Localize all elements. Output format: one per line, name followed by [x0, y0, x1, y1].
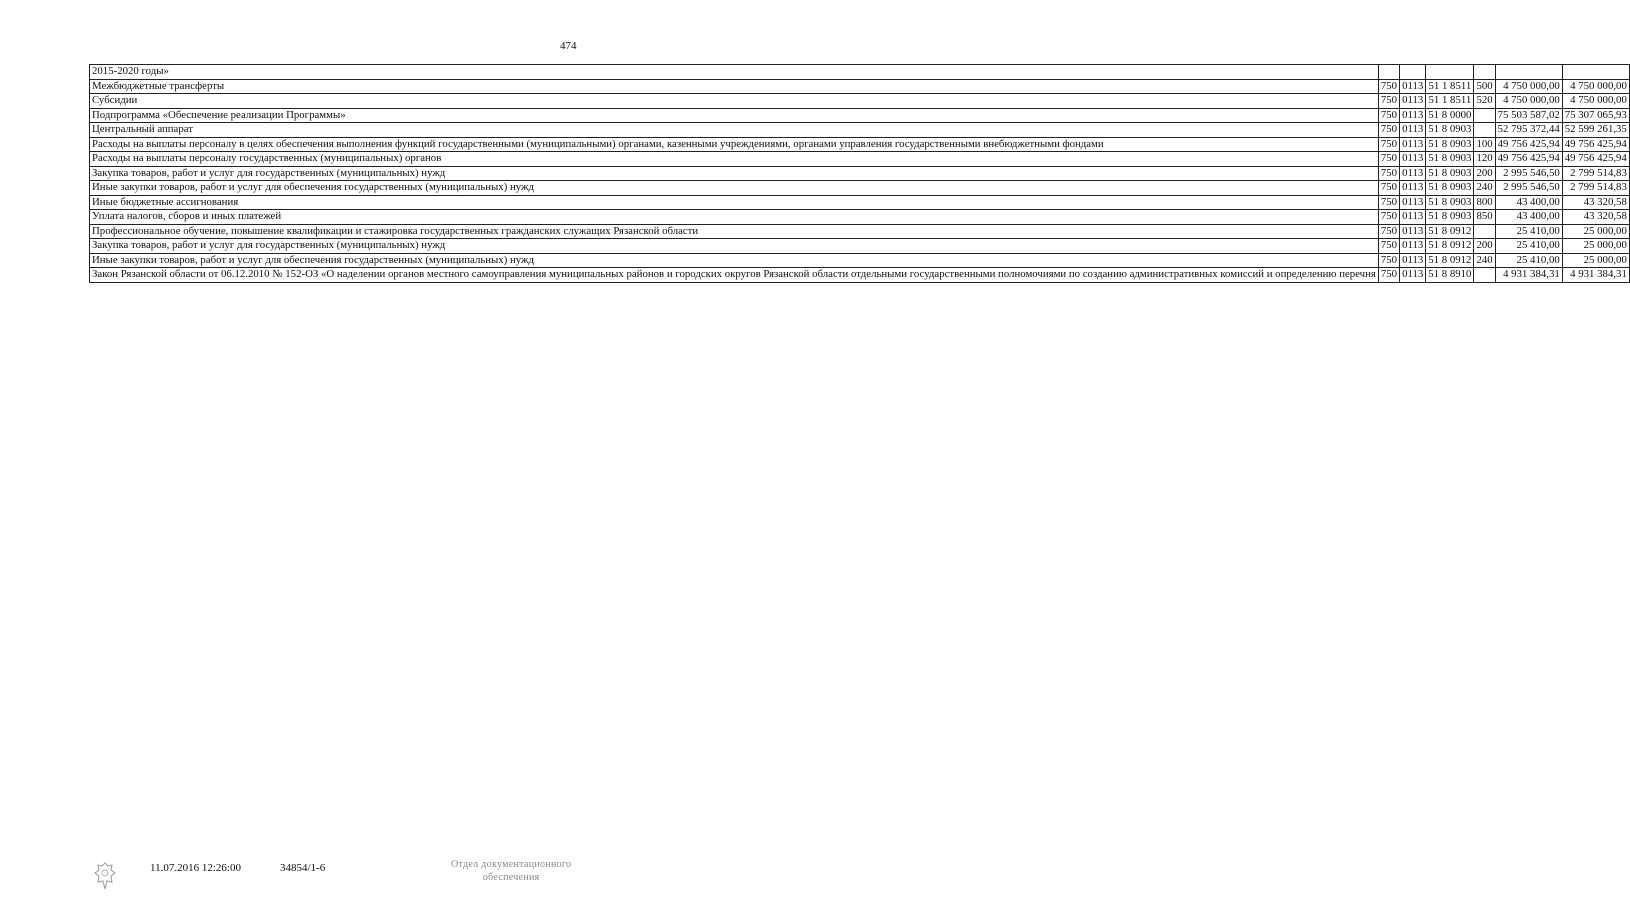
cell-gr: 750 — [1378, 94, 1399, 109]
cell-cs: 51 8 0903 — [1426, 152, 1474, 167]
cell-name: Субсидии — [90, 94, 1379, 109]
cell-vr — [1474, 65, 1495, 80]
cell-sec: 0113 — [1400, 152, 1426, 167]
cell-gr: 750 — [1378, 195, 1399, 210]
cell-name: Закупка товаров, работ и услуг для государственных (муниципальных) нужд — [90, 239, 1379, 254]
cell-cs: 51 8 0912 — [1426, 239, 1474, 254]
cell-cs: 51 8 8910 — [1426, 268, 1474, 283]
cell-name: 2015-2020 годы» — [90, 65, 1379, 80]
cell-cs: 51 8 0903 — [1426, 123, 1474, 138]
cell-v2: 25 000,00 — [1562, 239, 1629, 254]
cell-vr: 520 — [1474, 94, 1495, 109]
cell-sec: 0113 — [1400, 94, 1426, 109]
cell-sec: 0113 — [1400, 195, 1426, 210]
cell-cs: 51 8 0903 — [1426, 137, 1474, 152]
cell-gr: 750 — [1378, 79, 1399, 94]
cell-vr — [1474, 108, 1495, 123]
table-row — [90, 65, 1630, 80]
cell-name: Расходы на выплаты персоналу государственных (муниципальных) органов — [90, 152, 1379, 167]
table-row — [90, 166, 1630, 181]
cell-name: Межбюджетные трансферты — [90, 79, 1379, 94]
cell-v1 — [1495, 65, 1562, 80]
cell-gr: 750 — [1378, 181, 1399, 196]
cell-name: Закупка товаров, работ и услуг для государственных (муниципальных) нужд — [90, 166, 1379, 181]
cell-vr — [1474, 224, 1495, 239]
cell-name: Расходы на выплаты персоналу в целях обеспечения выполнения функций государственными (муниципальными) органами, казенными учреждениями, органами управления государственными внебюджетными фондами — [90, 137, 1379, 152]
cell-vr — [1474, 123, 1495, 138]
cell-cs — [1426, 65, 1474, 80]
cell-v2: 49 756 425,94 — [1562, 137, 1629, 152]
cell-gr: 750 — [1378, 137, 1399, 152]
table-row — [90, 108, 1630, 123]
cell-v1: 25 410,00 — [1495, 253, 1562, 268]
cell-vr: 240 — [1474, 253, 1495, 268]
table-row — [90, 239, 1630, 254]
cell-name: Профессиональное обучение, повышение квалификации и стажировка государственных гражданских служащих Рязанской области — [90, 224, 1379, 239]
cell-gr: 750 — [1378, 108, 1399, 123]
cell-v1: 4 931 384,31 — [1495, 268, 1562, 283]
cell-sec: 0113 — [1400, 181, 1426, 196]
cell-cs: 51 8 0903 — [1426, 195, 1474, 210]
cell-sec: 0113 — [1400, 239, 1426, 254]
cell-vr: 500 — [1474, 79, 1495, 94]
cell-gr: 750 — [1378, 239, 1399, 254]
cell-v2: 4 750 000,00 — [1562, 79, 1629, 94]
cell-v2: 2 799 514,83 — [1562, 166, 1629, 181]
cell-v2: 43 320,58 — [1562, 195, 1629, 210]
table-row — [90, 152, 1630, 167]
cell-name: Закон Рязанской области от 06.12.2010 № 152-ОЗ «О наделении органов местного самоуправления муниципальных районов и городских округов Рязанской области отдельными государственными полномочиями по созданию административных комиссий и определению перечня — [90, 268, 1379, 283]
cell-sec: 0113 — [1400, 79, 1426, 94]
cell-v1: 25 410,00 — [1495, 239, 1562, 254]
cell-v2: 52 599 261,35 — [1562, 123, 1629, 138]
cell-vr: 200 — [1474, 166, 1495, 181]
cell-sec: 0113 — [1400, 123, 1426, 138]
cell-sec — [1400, 65, 1426, 80]
cell-gr: 750 — [1378, 166, 1399, 181]
coat-of-arms-emblem — [94, 862, 116, 890]
cell-cs: 51 8 0903 — [1426, 166, 1474, 181]
cell-name: Центральный аппарат — [90, 123, 1379, 138]
cell-cs: 51 1 8511 — [1426, 79, 1474, 94]
cell-gr: 750 — [1378, 152, 1399, 167]
cell-v1: 4 750 000,00 — [1495, 79, 1562, 94]
cell-sec: 0113 — [1400, 137, 1426, 152]
cell-gr: 750 — [1378, 268, 1399, 283]
cell-gr: 750 — [1378, 123, 1399, 138]
cell-v2: 25 000,00 — [1562, 224, 1629, 239]
cell-sec: 0113 — [1400, 108, 1426, 123]
table-row — [90, 137, 1630, 152]
table-row — [90, 181, 1630, 196]
cell-v2: 25 000,00 — [1562, 253, 1629, 268]
cell-vr: 850 — [1474, 210, 1495, 225]
cell-vr — [1474, 268, 1495, 283]
footer-registration-number: 34854/1-6 — [280, 862, 326, 874]
page-number: 474 — [560, 40, 577, 52]
cell-cs: 51 8 0903 — [1426, 181, 1474, 196]
cell-sec: 0113 — [1400, 268, 1426, 283]
cell-cs: 51 8 0000 — [1426, 108, 1474, 123]
cell-v2: 43 320,58 — [1562, 210, 1629, 225]
cell-gr — [1378, 65, 1399, 80]
cell-v1: 49 756 425,94 — [1495, 152, 1562, 167]
cell-v2: 4 750 000,00 — [1562, 94, 1629, 109]
cell-v1: 75 503 587,02 — [1495, 108, 1562, 123]
cell-vr: 200 — [1474, 239, 1495, 254]
cell-v1: 43 400,00 — [1495, 210, 1562, 225]
cell-cs: 51 8 0903 — [1426, 210, 1474, 225]
cell-sec: 0113 — [1400, 166, 1426, 181]
footer-datetime: 11.07.2016 12:26:00 — [150, 862, 241, 874]
cell-v1: 2 995 546,50 — [1495, 166, 1562, 181]
table-row — [90, 224, 1630, 239]
cell-sec: 0113 — [1400, 253, 1426, 268]
cell-name: Иные бюджетные ассигнования — [90, 195, 1379, 210]
cell-v1: 25 410,00 — [1495, 224, 1562, 239]
cell-v2: 2 799 514,83 — [1562, 181, 1629, 196]
cell-v2: 75 307 065,93 — [1562, 108, 1629, 123]
cell-name: Иные закупки товаров, работ и услуг для обеспечения государственных (муниципальных) нужд — [90, 181, 1379, 196]
cell-v1: 52 795 372,44 — [1495, 123, 1562, 138]
cell-cs: 51 8 0912 — [1426, 253, 1474, 268]
table-row — [90, 210, 1630, 225]
cell-vr: 100 — [1474, 137, 1495, 152]
cell-v1: 49 756 425,94 — [1495, 137, 1562, 152]
cell-v2: 4 931 384,31 — [1562, 268, 1629, 283]
table-row — [90, 94, 1630, 109]
cell-v1: 43 400,00 — [1495, 195, 1562, 210]
table-row — [90, 253, 1630, 268]
cell-name: Иные закупки товаров, работ и услуг для обеспечения государственных (муниципальных) нужд — [90, 253, 1379, 268]
cell-sec: 0113 — [1400, 224, 1426, 239]
cell-v1: 4 750 000,00 — [1495, 94, 1562, 109]
table-row — [90, 79, 1630, 94]
table-row — [90, 123, 1630, 138]
department-stamp: Отдел документационного обеспечения — [451, 859, 572, 883]
budget-table — [89, 64, 1630, 283]
cell-v1: 2 995 546,50 — [1495, 181, 1562, 196]
cell-name: Уплата налогов, сборов и иных платежей — [90, 210, 1379, 225]
cell-vr: 120 — [1474, 152, 1495, 167]
cell-cs: 51 8 0912 — [1426, 224, 1474, 239]
cell-gr: 750 — [1378, 224, 1399, 239]
cell-v2: 49 756 425,94 — [1562, 152, 1629, 167]
cell-vr: 800 — [1474, 195, 1495, 210]
cell-v2 — [1562, 65, 1629, 80]
cell-sec: 0113 — [1400, 210, 1426, 225]
cell-cs: 51 1 8511 — [1426, 94, 1474, 109]
cell-vr: 240 — [1474, 181, 1495, 196]
table-row — [90, 268, 1630, 283]
table-row — [90, 195, 1630, 210]
cell-gr: 750 — [1378, 253, 1399, 268]
cell-gr: 750 — [1378, 210, 1399, 225]
cell-name: Подпрограмма «Обеспечение реализации Программы» — [90, 108, 1379, 123]
